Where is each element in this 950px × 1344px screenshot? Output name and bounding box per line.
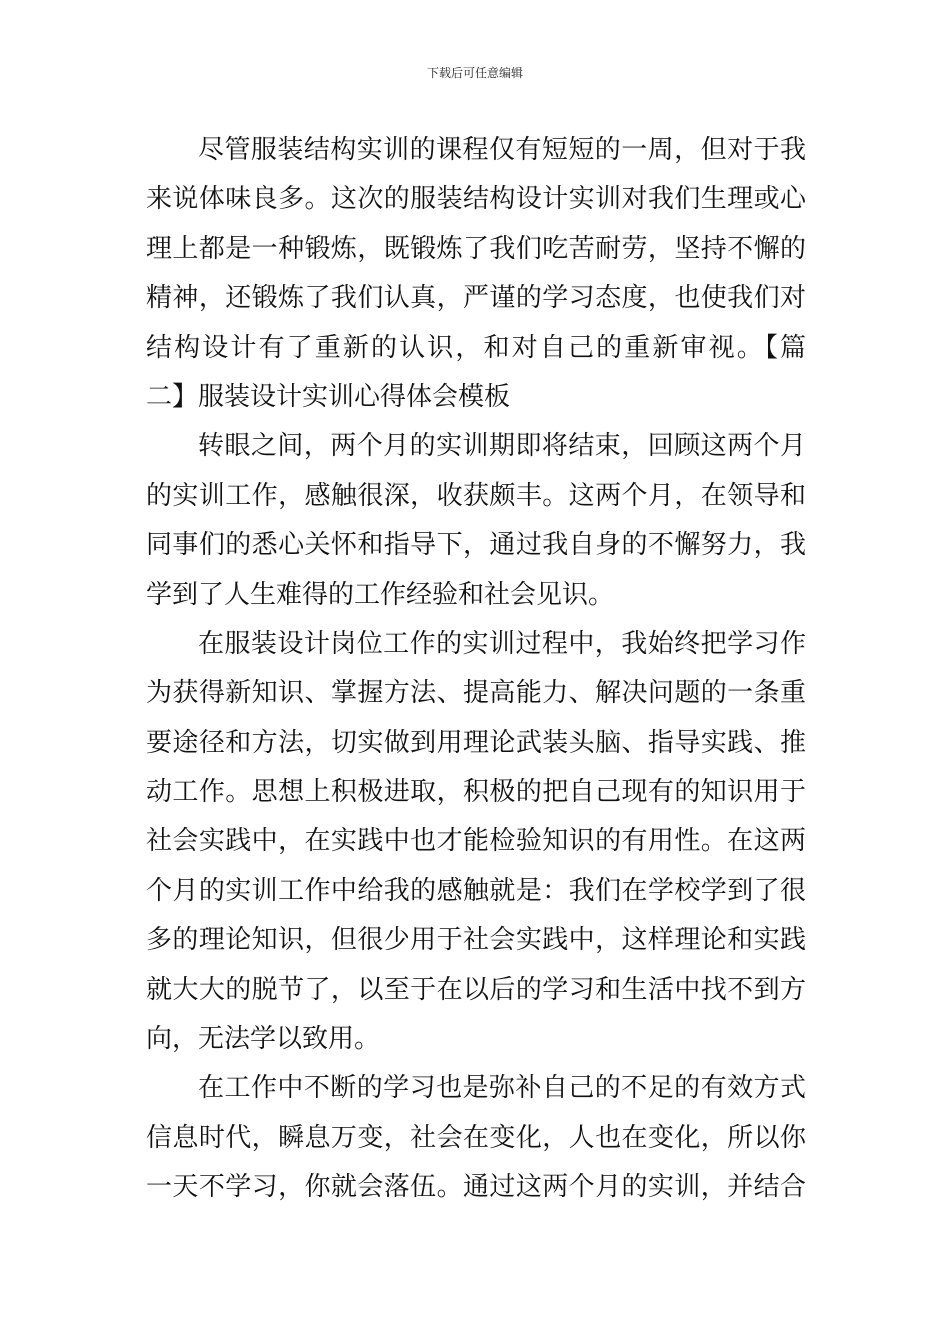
text-line: 二】服装设计实训心得体会模板: [146, 381, 511, 412]
text-line: 信息时代，瞬息万变，社会在变化，人也在变化，所以你: [146, 1122, 806, 1153]
text-line: 学到了人生难得的工作经验和社会见识。: [146, 579, 615, 610]
text-line: 为获得新知识、掌握方法、提高能力、解决问题的一条重: [146, 678, 806, 709]
page-header: 下载后可任意编辑: [426, 66, 523, 80]
text-line: 就大大的脱节了，以至于在以后的学习和生活中找不到方: [146, 974, 806, 1005]
text-line: 的实训工作，感触很深，收获颇丰。这两个月，在领导和: [146, 480, 806, 511]
text-line: 社会实践中，在实践中也才能检验知识的有用性。在这两: [146, 826, 806, 857]
text-line: 在服装设计岗位工作的实训过程中，我始终把学习作: [198, 628, 806, 659]
text-line: 尽管服装结构实训的课程仅有短短的一周，但对于我: [198, 135, 806, 165]
text-line: 一天不学习，你就会落伍。通过这两个月的实训，并结合: [146, 1172, 806, 1203]
document-body: [146, 126, 806, 1213]
text-line: 个月的实训工作中给我的感触就是：我们在学校学到了很: [146, 875, 806, 906]
text-line: 来说体味良多。这次的服装结构设计实训对我们生理或心: [146, 184, 806, 215]
text-line: 多的理论知识，但很少用于社会实践中，这样理论和实践: [146, 925, 806, 956]
text-line: 结构设计有了重新的认识，和对自己的重新审视。【篇: [146, 332, 806, 363]
text-line: 精神，还锻炼了我们认真，严谨的学习态度，也使我们对: [146, 283, 806, 314]
text-line: 同事们的悉心关怀和指导下，通过我自身的不懈努力，我: [146, 530, 806, 561]
text-line: 向，无法学以致用。: [146, 1024, 381, 1055]
text-line: 在工作中不断的学习也是弥补自己的不足的有效方式: [198, 1073, 806, 1104]
text-line: 要途径和方法，切实做到用理论武装头脑、指导实践、推: [146, 727, 806, 758]
text-line: 动工作。思想上积极进取，积极的把自己现有的知识用于: [146, 777, 806, 808]
text-line: 转眼之间，两个月的实训期即将结束，回顾这两个月: [198, 431, 806, 462]
text-line: 理上都是一种锻炼，既锻炼了我们吃苦耐劳，坚持不懈的: [146, 233, 806, 264]
